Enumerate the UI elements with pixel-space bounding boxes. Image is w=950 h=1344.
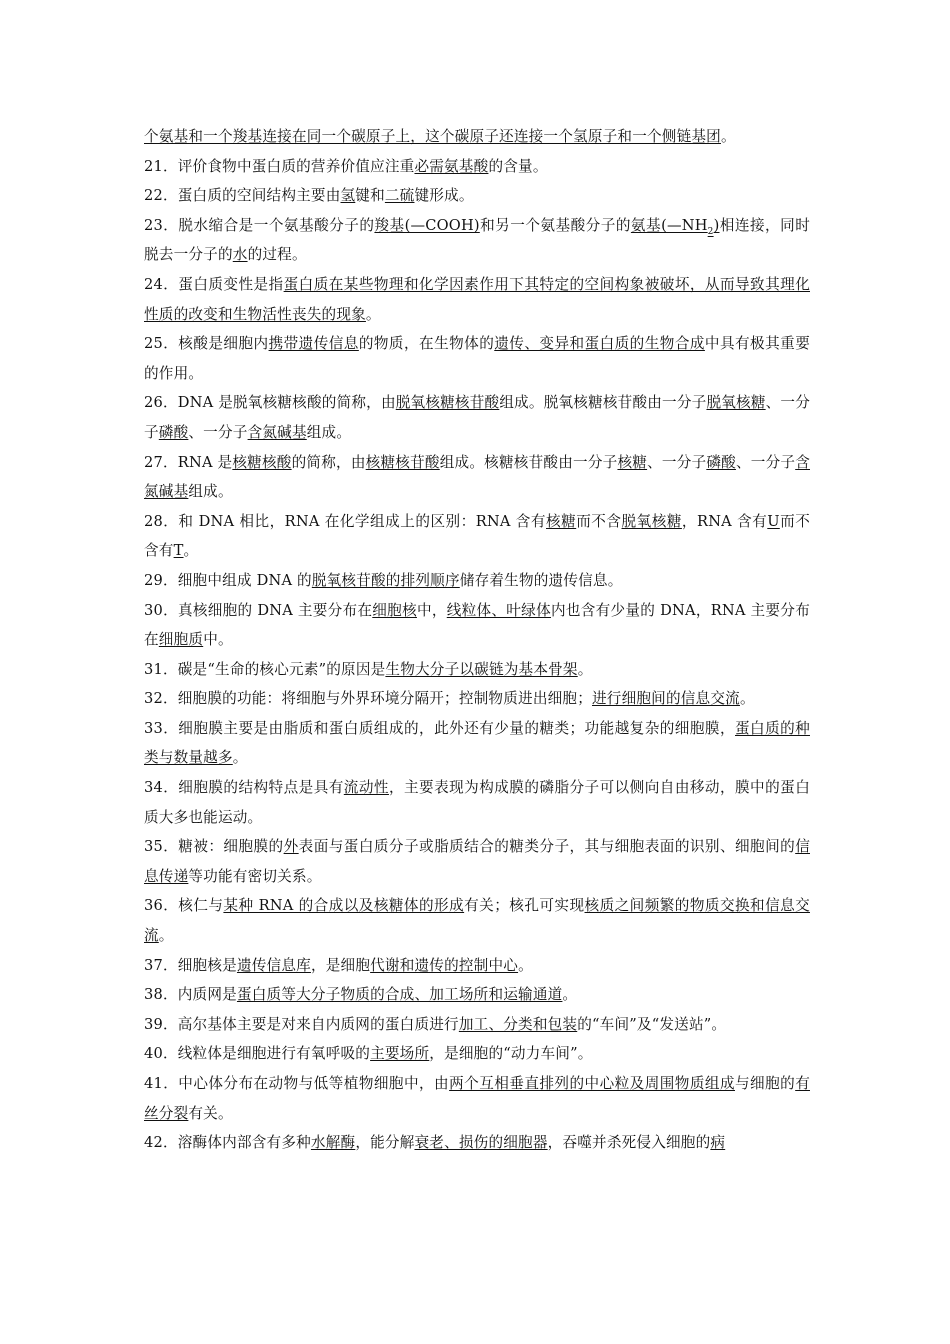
underlined-answer: 含氮碱基 [247,423,307,441]
paragraph-p31 [144,655,810,685]
underlined-answer: 主要场所 [370,1045,430,1063]
underlined-answer: 氨基(—NH [630,216,708,234]
text-segment: 的含量。 [488,157,548,175]
underlined-answer: 蛋白质在某些物理和化学因素作用下其特定的空间构象被破坏，从而导致其理化性质的改变和生物活性丧失的现象 [144,275,810,323]
underlined-answer: 水 [232,246,248,264]
underlined-answer: 羧基(—COOH) [374,216,480,234]
paragraph-p41 [144,1069,810,1128]
text-segment: 36．核仁与 [144,897,224,915]
text-segment: 组成。 [306,423,352,441]
text-segment: 键形成。 [414,187,474,205]
underlined-answer: 脱氧核糖 [621,512,682,530]
underlined-answer: 衰老、损伤的细胞器 [414,1134,548,1152]
underlined-answer: 代谢和遗传的控制中心 [370,956,519,974]
underlined-answer: 水解酶 [310,1134,356,1152]
text-segment: ，是细胞的“动力车间”。 [429,1045,593,1063]
text-segment: 。 [183,542,199,560]
underlined-answer: 两个互相垂直排列的中心粒及周围物质组成 [449,1075,735,1092]
underlined-answer: 含氮碱基 [144,453,810,501]
underlined-answer: 蛋白质等大分子物质的合成、加工场所和运输通道 [236,986,563,1004]
text-segment: 。 [232,749,248,767]
text-segment: 组成。 [188,483,233,501]
text-segment: 而不含有 [144,512,810,560]
underlined-answer: 磷酸 [158,423,189,441]
underlined-answer: 脱氧核糖 [706,394,766,412]
text-segment: 中。 [203,631,233,649]
text-segment: 22．蛋白质的空间结构主要由 [144,187,341,205]
text-segment: 28．和 DNA 相比，RNA 在化学组成上的区别：RNA 含有 [144,512,546,530]
text-segment: 27．RNA 是 [144,453,233,471]
text-segment: 有关。 [188,1104,233,1122]
text-segment: ，能分解 [355,1134,415,1152]
underlined-answer: 进行细胞间的信息交流 [592,690,740,708]
underlined-answer: 外 [283,838,299,856]
underlined-answer: 个氨基和一个羧基连接在同一个碳原子上，这个碳原子还连接一个氢原子和一个侧链基团 [144,128,721,145]
paragraph-p27 [144,448,810,507]
underlined-answer: 核糖核酸 [232,453,292,471]
paragraph-p28 [144,507,810,566]
text-segment: 33．细胞膜主要是由脂质和蛋白质组成的，此外还有少量的糖类；功能越复杂的细胞膜， [144,719,735,737]
text-segment: 26．DNA 是脱氧核糖核酸的简称，由 [144,394,396,412]
paragraph-p21 [144,152,810,182]
paragraph-p32 [144,684,810,714]
text-segment: 25．核酸是细胞内 [144,335,269,353]
text-segment: 的简称，由 [291,453,366,471]
underlined-answer: 氢 [340,187,356,205]
underlined-answer: 磷酸 [706,453,736,471]
paragraph-p34 [144,773,810,832]
underlined-answer: 细胞核 [372,601,417,619]
text-segment: 。 [518,956,533,974]
underlined-answer: 二硫 [384,187,415,205]
text-segment: 等功能有密切关系。 [188,867,322,885]
paragraph-p35 [144,832,810,891]
text-segment: ，是细胞 [310,956,371,974]
underlined-answer: 有丝分裂 [144,1075,810,1122]
document-page [144,122,810,1158]
underlined-answer: 线粒体、叶绿体 [446,601,551,619]
text-segment: 而不含 [576,512,622,530]
paragraph-p25 [144,329,810,388]
text-segment: 35．糖被：细胞膜的 [144,838,284,856]
text-segment: 、一分子 [735,453,796,471]
text-segment: 21．评价食物中蛋白质的营养价值应注重 [144,157,415,175]
paragraph-p36 [144,891,810,950]
paragraph-p20-cont [144,122,810,152]
text-segment: 键和 [355,187,385,205]
underlined-answer: 蛋白质的种类与数量越多 [144,719,810,767]
text-segment: 40．线粒体是细胞进行有氧呼吸的 [144,1045,371,1063]
text-segment: 组成。脱氧核糖核苷酸由一分子 [499,394,707,412]
paragraph-p23 [144,211,810,270]
text-segment: 有关；核孔可实现 [464,897,585,915]
text-segment: 。 [365,305,381,323]
text-segment: 储存着生物的遗传信息。 [459,571,623,589]
underlined-answer: U [767,512,780,530]
text-segment: 、一分子 [188,423,248,441]
text-segment: 、一分子 [647,453,707,471]
text-segment: 中具有极其重要的作用。 [144,335,810,382]
underlined-answer: T [173,542,184,560]
underlined-answer: 流动性 [343,779,389,797]
underlined-answer: 信息传递 [144,838,810,885]
paragraph-p38 [144,980,810,1010]
underlined-answer: 脱氧核糖核苷酸 [395,394,500,412]
paragraph-p30 [144,596,810,655]
text-segment: 37．细胞核是 [144,956,237,974]
underlined-answer: 核糖 [546,512,577,530]
underlined-answer: 遗传、变异和蛋白质的生物合成 [494,335,705,353]
paragraph-p24 [144,270,810,329]
text-segment: 表面与蛋白质分子或脂质结合的糖类分子，其与细胞表面的识别、细胞间的 [298,838,796,856]
text-segment: 与细胞的 [735,1075,796,1092]
underlined-answer: 核糖 [617,453,648,471]
text-segment: 的物质，在生物体的 [358,335,495,353]
text-segment: 29．细胞中组成 DNA 的 [144,571,312,589]
text-segment: 和另一个氨基酸分子的 [479,216,631,234]
text-segment: ，RNA 含有 [681,512,768,530]
text-segment: 中， [416,601,447,619]
text-segment: 的过程。 [247,246,307,264]
text-segment: 24．蛋白质变性是指 [144,275,284,293]
underlined-answer: 某种 RNA 的合成以及核糖体的形成 [223,897,465,915]
text-segment: 、一分子 [144,394,811,441]
text-segment: 38．内质网是 [144,986,237,1004]
paragraph-p39 [144,1010,810,1040]
text-segment: 42．溶酶体内部含有多种 [144,1134,311,1152]
underlined-answer: 核糖核苷酸 [365,453,440,471]
text-segment: 41．中心体分布在动物与低等植物细胞中，由 [144,1075,450,1092]
text-segment: 32．细胞膜的功能：将细胞与外界环境分隔开；控制物质进出细胞； [144,690,592,708]
paragraph-p40 [144,1039,810,1069]
text-segment: ，主要表现为构成膜的磷脂分子可以侧向自由移动，膜中的蛋白质大多也能运动。 [144,779,810,826]
underlined-answer: 核质之间频繁的物质交换和信息交流 [144,897,810,945]
text-segment: 。 [739,690,755,708]
underlined-answer: 携带遗传信息 [268,335,359,353]
paragraph-p37 [144,951,810,981]
text-segment: 34．细胞膜的结构特点是具有 [144,779,344,797]
text-segment: 。 [720,128,736,145]
paragraph-p42 [144,1128,810,1158]
underlined-answer: 脱氧核苷酸的排列顺序 [311,571,460,589]
text-segment: 39．高尔基体主要是对来自内质网的蛋白质进行 [144,1015,459,1033]
paragraph-p33 [144,714,810,773]
text-segment: 23．脱水缩合是一个氨基酸分子的 [144,216,375,234]
paragraph-p26 [144,388,810,447]
underlined-answer: 遗传信息库 [236,956,311,974]
text-segment: 的“车间”及“发送站”。 [577,1015,727,1033]
text-segment: ，吞噬并杀死侵入细胞的 [547,1134,711,1152]
text-segment: 。 [577,660,593,678]
text-segment: 31．碳是“生命的核心元素”的原因是 [144,660,386,678]
text-segment: 组成。核糖核苷酸由一分子 [439,453,618,471]
text-segment: 内也含有少量的 DNA，RNA 主要分布在 [144,601,810,649]
underlined-answer: 细胞质 [158,631,204,649]
text-segment: 30．真核细胞的 DNA 主要分布在 [144,601,373,619]
paragraph-p29 [144,566,810,596]
underlined-answer: 加工、分类和包装 [458,1015,578,1033]
paragraph-p22 [144,181,810,211]
underlined-answer: 必需氨基酸 [414,157,489,175]
underlined-answer: ) [713,216,720,234]
text-segment: 。 [562,986,578,1004]
underlined-answer: 生物大分子以碳链为基本骨架 [385,660,578,678]
underlined-answer: 2 [707,226,714,237]
text-segment: 。 [158,927,174,945]
underlined-answer: 病 [710,1134,726,1152]
text-segment: 相连接，同时脱去一分子的 [144,216,810,264]
